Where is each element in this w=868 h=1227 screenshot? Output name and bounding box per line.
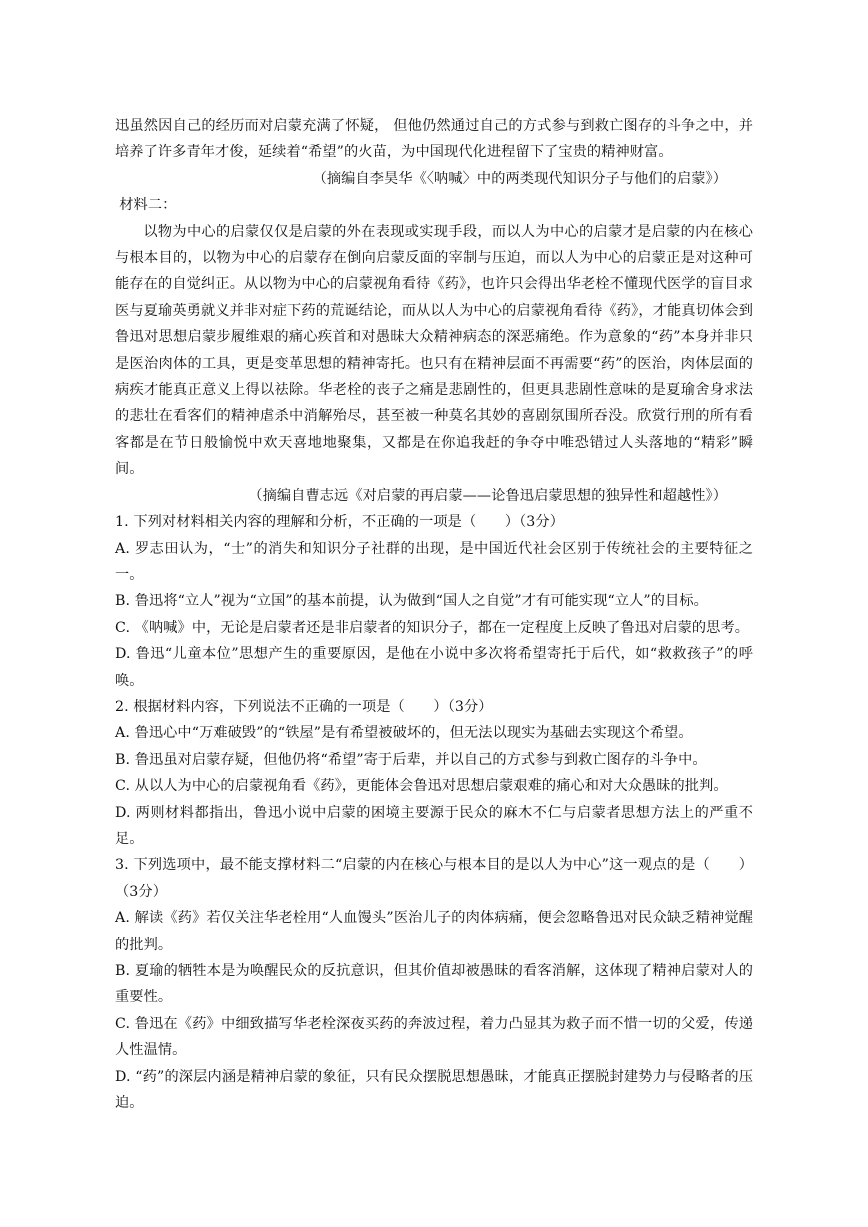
material1-tail-paragraph: 迅虽然因自己的经历而对启蒙充满了怀疑， 但他仍然通过自己的方式参与到救亡图存的斗争之中，并培养了许多青年才俊，延续着“希望”的火苗，为中国现代化进程留下了宝贵的精神财富。	[115, 118, 753, 161]
option-c: C. 从以人为中心的启蒙视角看《药》，更能体会鲁迅对思想启蒙艰难的痛心和对大众愚昧的批判。	[115, 778, 728, 795]
material2-source: （摘编自曹志远《对启蒙的再启蒙——论鲁迅启蒙思想的独异性和超越性》）	[248, 487, 727, 504]
question-stem: 2. 根据材料内容，下列说法不正确的一项是（ ）（3分）	[115, 698, 493, 715]
question-2	[115, 694, 753, 852]
material2-paragraph: 以物为中心的启蒙仅仅是启蒙的外在表现或实现手段，而以人为中心的启蒙才是启蒙的内在核心与根本目的，以物为中心的启蒙存在倒向启蒙反面的宰制与压迫，而以人为中心的启蒙正是对这种可能存在的自觉纠正。从以物为中心的启蒙视角看待《药》，也许只会得出华老栓不懂现代医学的盲目求医与夏瑜英勇就义并非对症下药的荒诞结论，而从以人为中心的启蒙视角看待《药》，才能真切体会到鲁迅对思想启蒙步履维艰的痛心疾首和对愚昧大众精神病态的深恶痛绝。作为意象的“药”本身并非只是医治肉体的工具，更是变革思想的精神寄托。也只有在精神层面不再需要“药”的医治，肉体层面的病疾才能真正意义上得以祛除。华老栓的丧子之痛是悲剧性的，但更具悲剧性意味的是夏瑜舍身求法的悲壮在看客们的精神虐杀中消解殆尽，甚至被一种莫名其妙的喜剧氛围所吞没。欣赏行刑的所有看客都是在节日般愉悦中欢天喜地地聚集，又都是在你追我赶的争夺中唯恐错过人头落地的“精彩”瞬间。	[115, 223, 753, 478]
question-stem: 1. 下列对材料相关内容的理解和分析，不正确的一项是（ ）（3分）	[115, 514, 564, 531]
option-b: B. 夏瑜的牺牲本是为唤醒民众的反抗意识，但其价值却被愚昧的看客消解，这体现了精神启蒙对人的重要性。	[115, 963, 753, 1006]
option-a: A. 罗志田认为，“士”的消失和知识分子社群的出现，是中国近代社会区别于传统社会的主要特征之一。	[115, 540, 753, 583]
question-1	[115, 509, 753, 694]
option-b: B. 鲁迅将“立人”视为“立国”的基本前提，认为做到“国人之自觉”才有可能实现“立人”的目标。	[115, 593, 708, 610]
option-d: D. 鲁迅“儿童本位”思想产生的重要原因，是他在小说中多次将希望寄托于后代，如“救救孩子”的呼唤。	[115, 646, 753, 689]
option-a: A. 鲁迅心中“万难破毁”的“铁屋”是有希望被破坏的，但无法以现实为基础去实现这个希望。	[115, 725, 693, 742]
material1-source: （摘编自李昊华《〈呐喊〉中的两类现代知识分子与他们的启蒙》）	[312, 170, 727, 187]
question-3	[115, 852, 753, 1116]
option-c: C. 《呐喊》中，无论是启蒙者还是非启蒙者的知识分子，都在一定程度上反映了鲁迅对启蒙的思考。	[115, 619, 750, 636]
option-c: C. 鲁迅在《药》中细致描写华老栓深夜买药的奔波过程，着力凸显其为救子而不惜一切的父爱，传递人性温情。	[115, 1015, 753, 1059]
question-stem: 3. 下列选项中，最不能支撑材料二“启蒙的内在核心与根本目的是以人为中心”这一观点的是（ ）（3分）	[115, 857, 753, 900]
material2-label: 材料二：	[119, 197, 177, 214]
option-d: D. “药”的深层内涵是精神启蒙的象征，只有民众摆脱思想愚昧，才能真正摆脱封建势力与侵略者的压迫。	[115, 1068, 753, 1112]
option-d: D. 两则材料都指出，鲁迅小说中启蒙的困境主要源于民众的麻木不仁与启蒙者思想方法上的严重不足。	[115, 804, 753, 847]
option-b: B. 鲁迅虽对启蒙存疑，但他仍将“希望”寄于后辈，并以自己的方式参与到救亡图存的斗争中。	[115, 751, 707, 768]
option-a: A. 解读《药》若仅关注华老栓用“人血馒头”医治儿子的肉体病痛，便会忽略鲁迅对民众缺乏精神觉醒的批判。	[115, 910, 753, 953]
